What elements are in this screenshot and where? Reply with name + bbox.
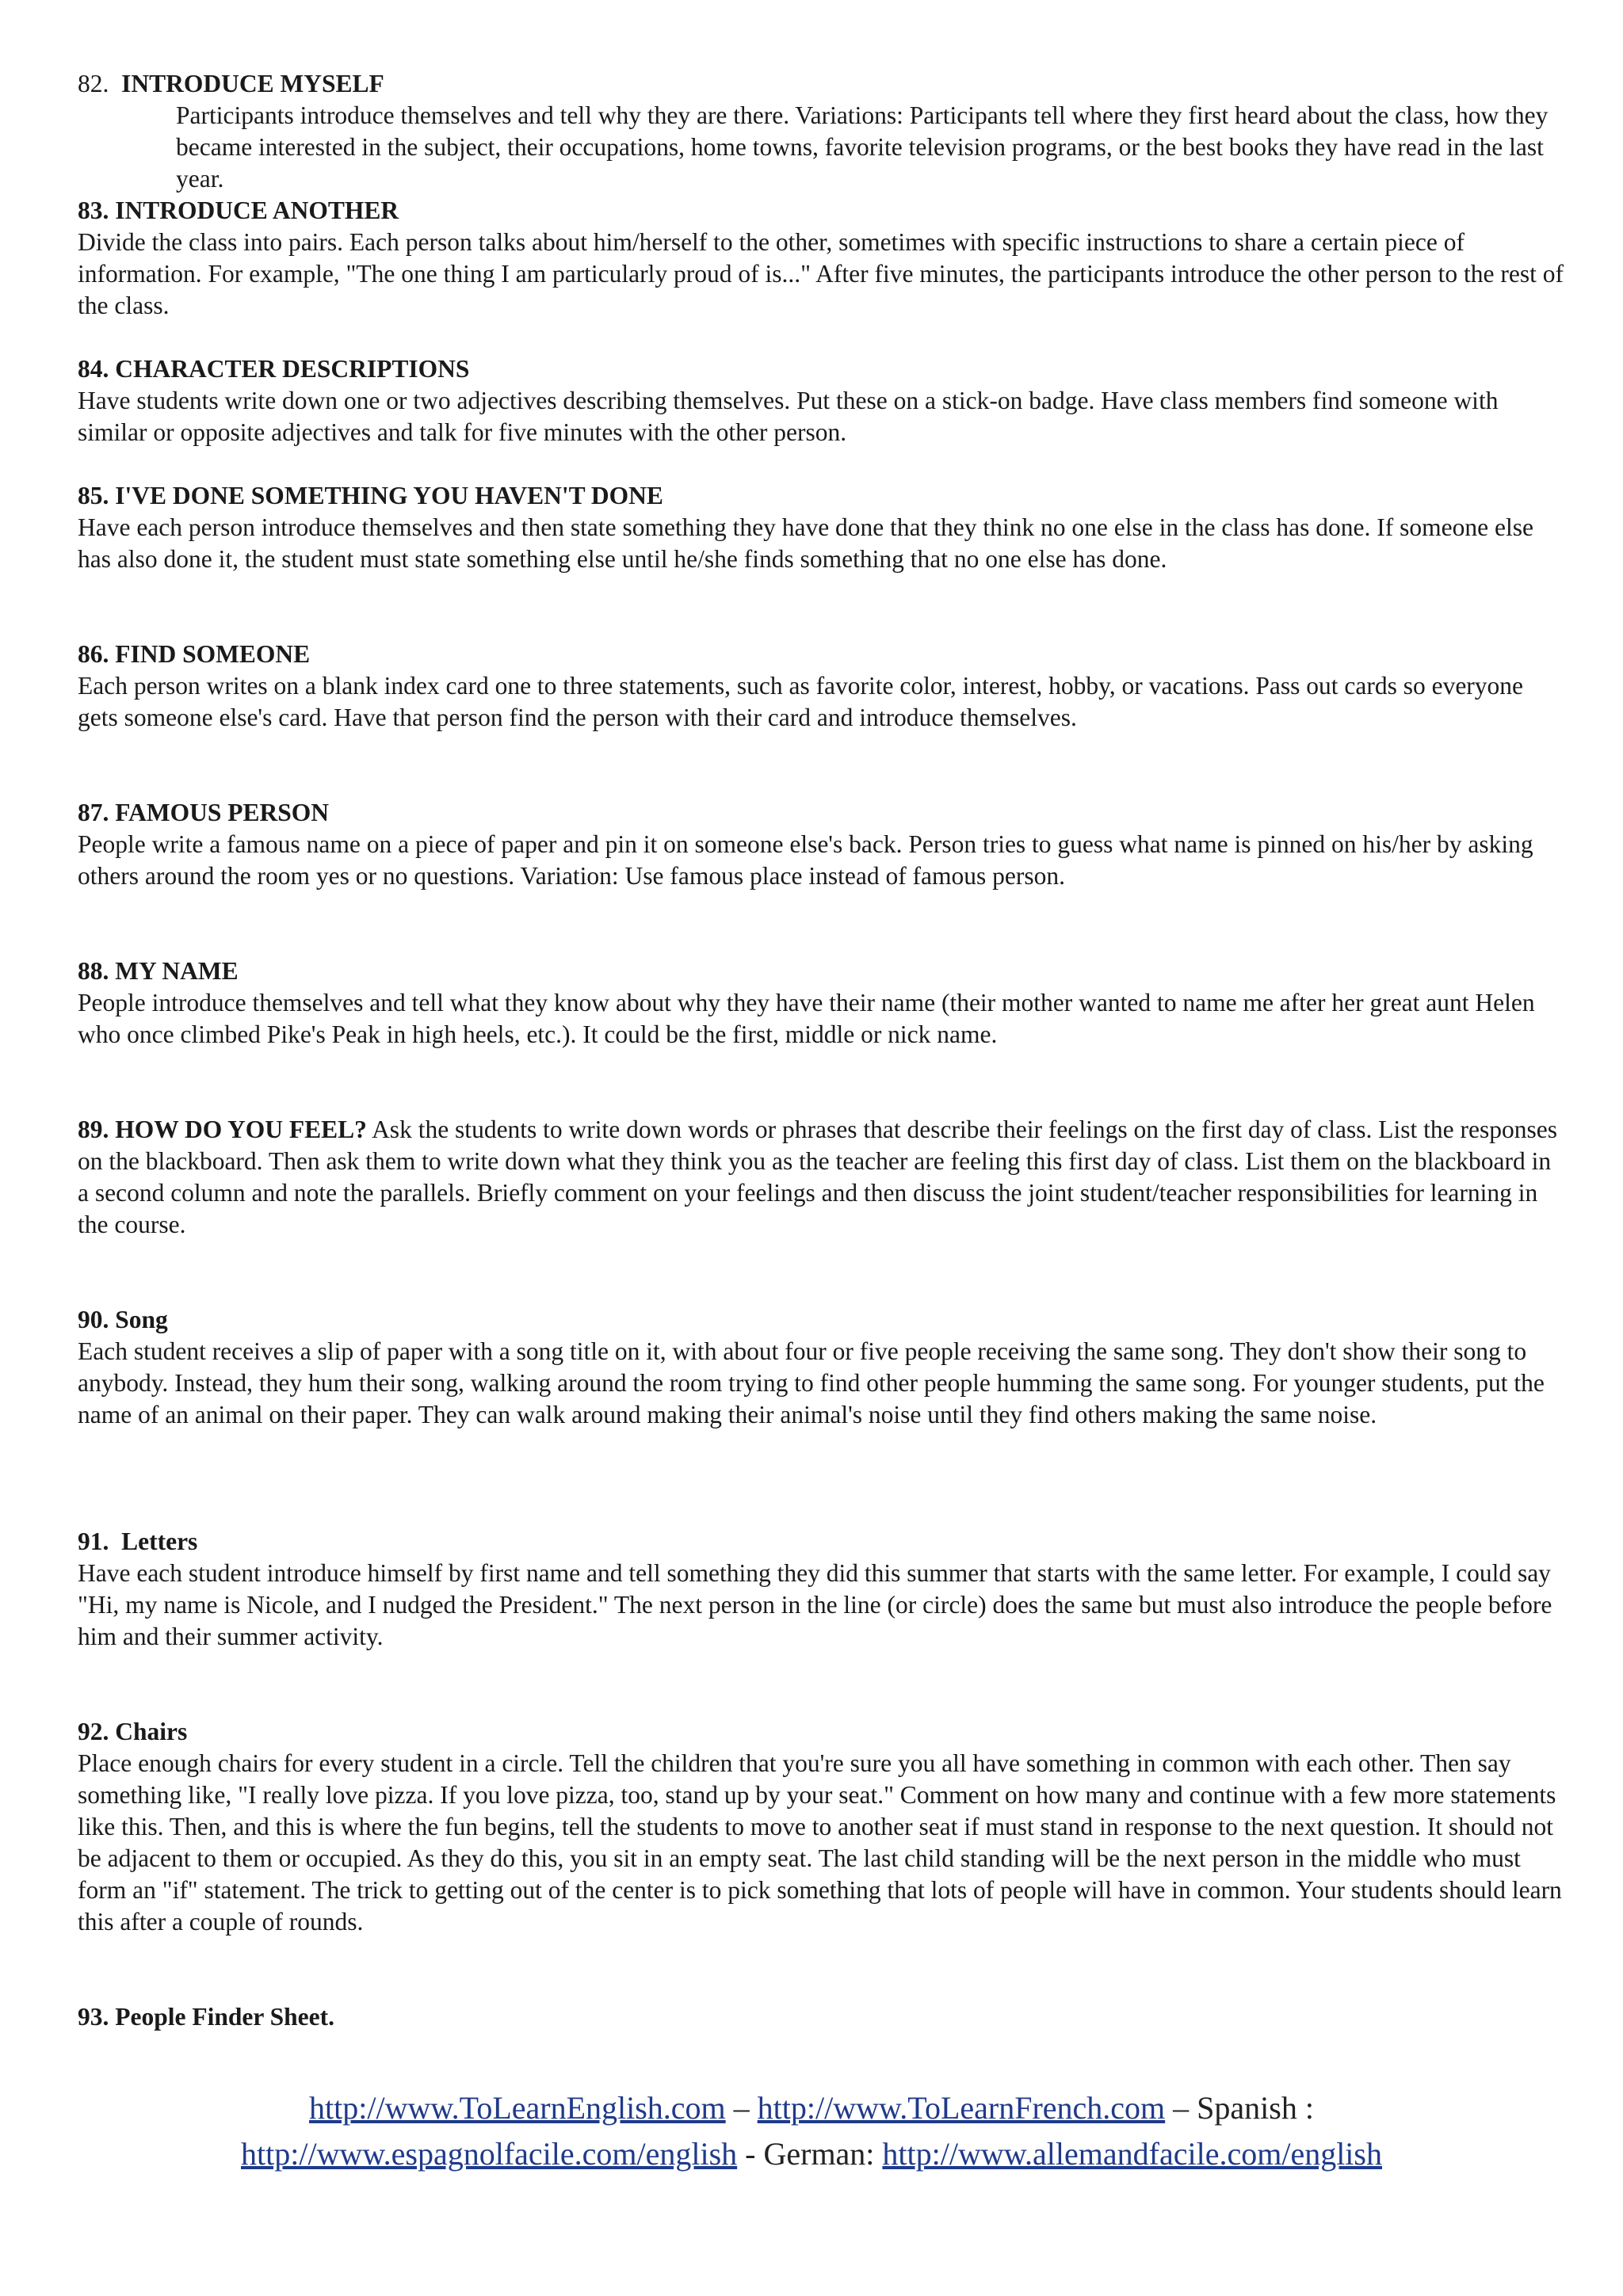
section-90-body: Each student receives a slip of paper with a song title on it, with about four or five people receiving the same song. They don't show their song to anybody. Instead, they hum their song, walking around the room trying to find other people humming the same song. For younger students, put the name of an animal on their paper. They can walk around making their animal's noise until they find others making the same noise. (78, 1337, 1545, 1428)
footer-line-2 (0, 2131, 1623, 2177)
footer (0, 2085, 1623, 2177)
link-tolearnenglish[interactable]: http://www.ToLearnEnglish.com (309, 2090, 726, 2126)
section-86 (78, 639, 1568, 734)
link-allemandfacile[interactable]: http://www.allemandfacile.com/english (882, 2136, 1382, 2172)
section-83 (78, 195, 1568, 322)
section-87-title: 87. FAMOUS PERSON (78, 799, 330, 826)
section-84 (78, 353, 1568, 448)
section-85 (78, 480, 1568, 575)
section-93 (78, 2001, 1568, 2033)
section-88-body: People introduce themselves and tell what they know about why they have their name (their mother wanted to name me after her great aunt Helen who once climbed Pike's Peak in high heels, etc.). It could be the first, middle or nick name. (78, 989, 1535, 1048)
section-92-body: Place enough chairs for every student in a circle. Tell the children that you're sure you all have something in common with each other. Then say something like, "I really love pizza. If you love pizza, too, stand up by your seat." Comment on how many and continue with a few more statements like this. Then, and this is where the fun begins, tell the students to move to another seat if must stand in response to the next question. It should not be adjacent to them or occupied. As they do this, you sit in an empty seat. The last child standing will be the next person in the middle who must form an "if" statement. The trick to getting out of the center is to pick something that lots of people will have in common. Your students should learn this after a couple of rounds. (78, 1749, 1562, 1936)
section-88 (78, 955, 1568, 1051)
footer-spanish-label: – Spanish : (1165, 2090, 1314, 2126)
footer-separator: – (725, 2090, 758, 2126)
section-92-title: 92. Chairs (78, 1718, 188, 1745)
section-89-paragraph (78, 1114, 1568, 1241)
link-espagnolfacile[interactable]: http://www.espagnolfacile.com/english (241, 2136, 738, 2172)
section-91-title: 91. Letters (78, 1527, 198, 1555)
section-82-body: Participants introduce themselves and tell why they are there. Variations: Participants tell where they first heard about the class, how they became interested in the subject, their occupations, home towns, favorite television programs, or the best books they have read in the last year. (176, 101, 1549, 193)
section-89 (78, 1114, 1568, 1241)
section-87 (78, 797, 1568, 892)
section-82 (78, 68, 1568, 195)
section-83-title: 83. INTRODUCE ANOTHER (78, 196, 399, 224)
footer-german-label: - German: (737, 2136, 883, 2172)
section-84-title: 84. CHARACTER DESCRIPTIONS (78, 355, 470, 383)
section-82-heading (78, 68, 1568, 100)
section-92 (78, 1716, 1568, 1938)
section-88-title: 88. MY NAME (78, 957, 239, 985)
section-82-number: 82. (78, 70, 109, 97)
section-86-body: Each person writes on a blank index card one to three statements, such as favorite color, interest, hobby, or vacations. Pass out cards so everyone gets someone else's card. Have that person find the person with their card and introduce themselves. (78, 672, 1524, 731)
section-90 (78, 1304, 1568, 1431)
link-tolearnfrench[interactable]: http://www.ToLearnFrench.com (757, 2090, 1166, 2126)
section-82-title: INTRODUCE MYSELF (121, 70, 384, 97)
footer-line-1 (0, 2085, 1623, 2131)
section-86-title: 86. FIND SOMEONE (78, 640, 311, 668)
section-91 (78, 1526, 1568, 1653)
section-85-title: 85. I'VE DONE SOMETHING YOU HAVEN'T DONE (78, 482, 663, 509)
section-89-body: Ask the students to write down words or phrases that describe their feelings on the first day of class. List the responses on the blackboard. Then ask them to write down what they think you as the teacher are feeling this first day of class. List them on the blackboard in a second column and note the parallels. Briefly comment on your feelings and then discuss the joint student/teacher responsibilities for learning in the course. (78, 1116, 1557, 1238)
section-85-body: Have each person introduce themselves and then state something they have done that they think no one else in the class has done. If someone else has also done it, the student must state something else until he/she finds something that no one else has done. (78, 513, 1533, 573)
section-90-title: 90. Song (78, 1306, 168, 1333)
section-84-body: Have students write down one or two adjectives describing themselves. Put these on a stick-on badge. Have class members find someone with similar or opposite adjectives and talk for five minutes with the other person. (78, 387, 1499, 446)
section-91-body: Have each student introduce himself by first name and tell something they did this summer that starts with the same letter. For example, I could say "Hi, my name is Nicole, and I nudged the President." The next person in the line (or circle) does the same but must also introduce the people before him and their summer activity. (78, 1559, 1552, 1650)
section-89-title: 89. HOW DO YOU FEEL? (78, 1116, 367, 1143)
section-93-title: 93. People Finder Sheet. (78, 2003, 335, 2031)
section-87-body: People write a famous name on a piece of paper and pin it on someone else's back. Person tries to guess what name is pinned on his/her by asking others around the room yes or no questions. Variation: Use famous place instead of famous person. (78, 830, 1533, 890)
section-83-body: Divide the class into pairs. Each person talks about him/herself to the other, sometimes with specific instructions to share a certain piece of information. For example, "The one thing I am particularly proud of is..." After five minutes, the participants introduce the other person to the rest of the class. (78, 228, 1564, 319)
